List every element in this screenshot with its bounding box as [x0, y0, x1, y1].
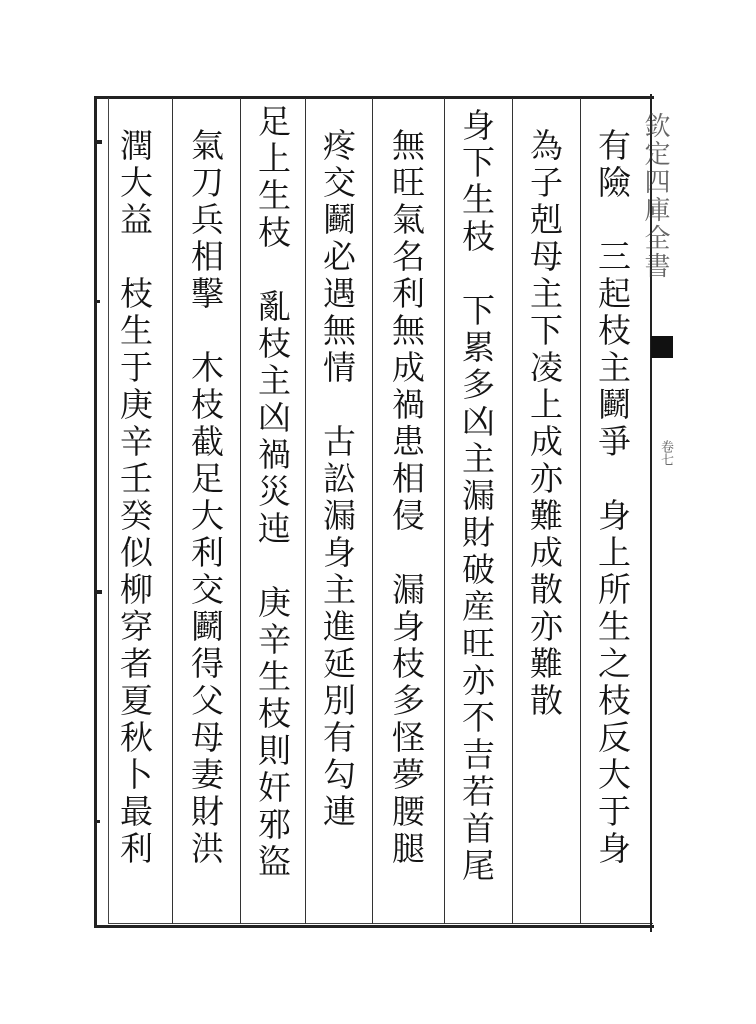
text-column-2: 為子剋母主下凌上成亦難成散亦難散 — [525, 128, 564, 720]
fold-fishtail-mark — [651, 336, 673, 358]
column-rule — [372, 98, 373, 924]
book-title: 欽定四庫全書 — [640, 112, 670, 280]
text-column-4: 無旺氣名利無成禍患相侵 漏身枝多怪夢腰腿 — [387, 128, 426, 868]
edge-speck — [95, 300, 100, 303]
column-rule — [305, 98, 306, 924]
text-column-1: 有險 三起枝主鬬爭 身上所生之枝反大于身 — [593, 128, 632, 868]
column-rule — [580, 98, 581, 924]
text-column-8: 潤大益 枝生于庚辛壬癸似柳穿者夏秋卜最利 — [115, 128, 154, 868]
column-rule — [172, 98, 173, 924]
volume-label: 卷七 — [658, 440, 673, 466]
column-rule — [240, 98, 241, 924]
text-column-6: 足上生枝 亂枝主凶禍災迍 庚辛生枝則奸邪盜 — [253, 104, 292, 881]
column-rule — [444, 98, 445, 924]
text-column-7: 氣刀兵相擊 木枝截足大利交鬬得父母妻財洪 — [186, 128, 225, 868]
column-rule — [512, 98, 513, 924]
edge-speck — [96, 590, 102, 594]
text-column-3: 身下生枝 下累多凶主漏財破産旺亦不吉若首尾 — [457, 108, 496, 885]
edge-speck — [96, 140, 102, 144]
edge-speck — [95, 820, 100, 823]
text-column-5: 疼交鬬必遇無情 古訟漏身主進延別有勾連 — [318, 128, 357, 831]
